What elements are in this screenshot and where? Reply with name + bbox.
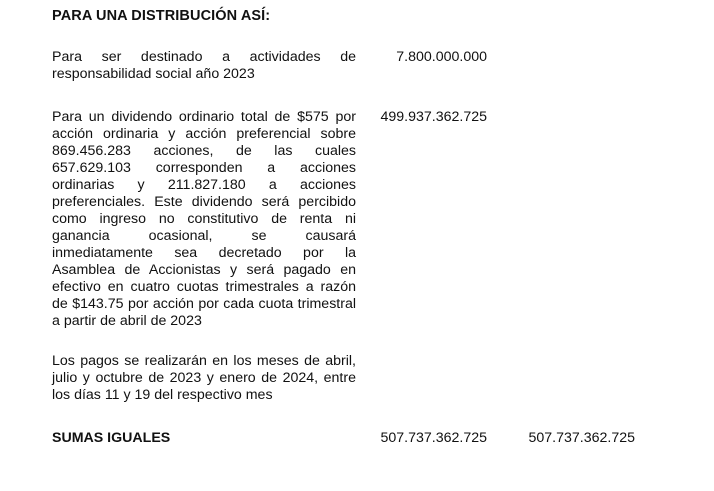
amount-social: 7.800.000.000: [396, 49, 487, 65]
description-line: Asamblea de Accionistas y será pagado en: [52, 262, 356, 278]
description-line: de $143.75 por acción por cada cuota trimestral: [52, 296, 356, 312]
amount-dividend: 499.937.362.725: [380, 109, 487, 125]
description-line: Para ser destinado a actividades de: [52, 49, 356, 65]
description-line: Los pagos se realizarán en los meses de abril,: [52, 353, 356, 369]
description-line: Para un dividendo ordinario total de $575 por: [52, 109, 356, 125]
description-line: como ingreso no constitutivo de renta ni: [52, 211, 356, 227]
description-line: preferenciales. Este dividendo será percibido: [52, 194, 356, 210]
item-description-dividend: [52, 109, 356, 330]
description-line: 869.456.283 acciones, de las cuales: [52, 143, 356, 159]
description-line: acción ordinaria y acción preferencial sobre: [52, 126, 356, 142]
description-line: 657.629.103 corresponden a acciones: [52, 160, 356, 176]
description-line: los días 11 y 19 del respectivo mes: [52, 387, 273, 403]
totals-label: SUMAS IGUALES: [52, 430, 171, 446]
section-heading: PARA UNA DISTRIBUCIÓN ASÍ:: [52, 8, 271, 24]
description-line: efectivo en cuatro cuotas trimestrales a razón: [52, 279, 356, 295]
description-line: julio y octubre de 2023 y enero de 2024, entre: [52, 370, 356, 386]
description-line: a partir de abril de 2023: [52, 313, 202, 329]
description-line: inmediatamente sea decretado por la: [52, 245, 356, 261]
description-line: ganancia ocasional, se causará: [52, 228, 356, 244]
item-description-social: [52, 49, 356, 83]
totals-credit-amount: 507.737.362.725: [528, 430, 635, 446]
totals-debit-amount: 507.737.362.725: [380, 430, 487, 446]
description-line: responsabilidad social año 2023: [52, 66, 255, 82]
description-line: ordinarias y 211.827.180 a acciones: [52, 177, 356, 193]
item-description-payments: [52, 353, 356, 404]
